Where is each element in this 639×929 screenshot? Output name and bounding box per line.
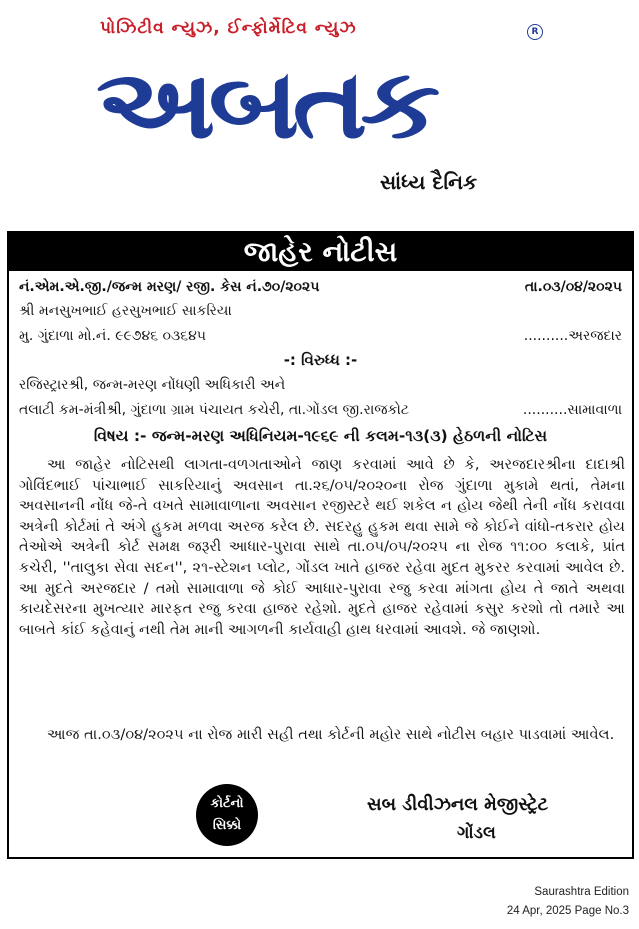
applicant-name: શ્રી મનસુખભાઈ હરસુખભાઈ સાકરિયા [19,303,232,319]
masthead [0,0,639,215]
applicant-address: મુ. ગુંદાળા મો.નં. ૯૯૭૪૬ ૦૩૬૪૫ [19,328,206,344]
case-number: નં.એમ.એ.જી./જન્મ મરણ/ રજી. કેસ નં.૭૦/૨૦૨૫ [19,279,320,295]
public-notice-box [7,231,634,859]
seal-line-1: કોર્ટનો [210,796,244,811]
footer-edition: Saurashtra Edition [534,886,629,898]
respondent-line-2: તલાટી કમ-મંત્રીશ્રી, ગુંદાળા ગ્રામ પંચાયત કચેરી, તા.ગોંડલ જી.રાજકોટ [19,402,410,418]
seal-line-2: સિક્કો [212,818,242,833]
notice-date: તા.૦૩/૦૪/૨૦૨૫ [524,279,622,295]
respondent-label: ..........સામાવાળા [522,402,622,418]
notice-subject: વિષય :- જન્મ-મરણ અધિનિયમ-૧૯૬૯ ની કલમ-૧૩(૩) હેઠળની નોટિસ [93,427,548,445]
notice-title: જાહેર નોટીસ [9,233,632,271]
masthead-tagline: પોઝિટીવ ન્યુઝ, ઈન્ફોર્મેટિવ ન્યુઝ [100,18,357,38]
newspaper-logo [96,40,536,168]
signatory-title: સબ ડીવીઝનલ મેજીસ્ટ્રેટ [367,794,549,815]
versus-heading: -: વિરુધ્ધ :- [283,351,358,369]
signatory-place: ગોંડલ [457,823,496,843]
applicant-label: ..........અરજદાર [523,328,622,344]
newspaper-logo-text: અબતક [96,48,434,160]
notice-closing-paragraph: આજ તા.૦૩/૦૪/૨૦૨૫ ના રોજ મારી સહી તથા કોર્ટની મહોર સાથે નોટીસ બહાર પાડવામાં આવેલ. [47,726,615,743]
registered-trademark-icon: R [527,24,543,40]
court-seal [196,784,258,846]
notice-body-paragraph: આ જાહેર નોટિસથી લાગતા-વળગતાઓને જાણ કરવામાં આવે છે કે, અરજદારશ્રીના દાદાશ્રી ગોવિંદભાઈ પાંચાભાઈ સાકરિયાનું અવસાન તા.૨૬/૦૫/૨૦૨૦ના રોજ ગુંદાળા મુકામે થતાં, તેમના અવસાનની નોંધ જે-તે વખતે સામાવાળાના અવસાન રજીસ્ટરે થઈ શકેલ ન હોય જેથી તેની નોંધ કરાવવા અત્રેની કોર્ટમાં તે અંગે હુકમ મળવા અરજ કરેલ છે. સદરહુ હુકમ થવા સામે જે કોઈને વાંધો-તકરાર હોય તેઓએ અત્રેની કોર્ટ સમક્ષ જરૂરી આધાર-પુરાવા સાથે તા.૦૫/૦૫/૨૦૨૫ ના રોજ ૧૧:૦૦ કલાકે, પ્રાંત કચેરી, ''તાલુકા સેવા સદન'', ૨૧-સ્ટેશન પ્લોટ, ગોંડલ ખાતે હાજર રહેવા મુદત મુકરર કરવામાં આવેલ છે. આ મુદતે અરજદાર / તમો સામાવાળા જે કોઈ આધાર-પુરાવા રજુ કરવા માંગતા હોય તે જાતે અથવા કાયદેસરના મુખત્યાર મારફત રજુ કરવા હાજર રહેશો. મુદતે હાજર રહેવામાં કસુર કરશો તો તમારે આ બાબતે કાંઈ કહેવાનું નથી તેમ માની આગળની કાર્યવાહી હાથ ધરવામાં આવશે. જે જાણશો. [19,456,625,638]
respondent-line-1: રજિસ્ટ્રારશ્રી, જન્મ-મરણ નોંધણી અધિકારી અને [19,377,286,393]
footer-date-page: 24 Apr, 2025 Page No.3 [506,905,629,917]
edition-type: સાંધ્ય દૈનિક [380,170,478,194]
